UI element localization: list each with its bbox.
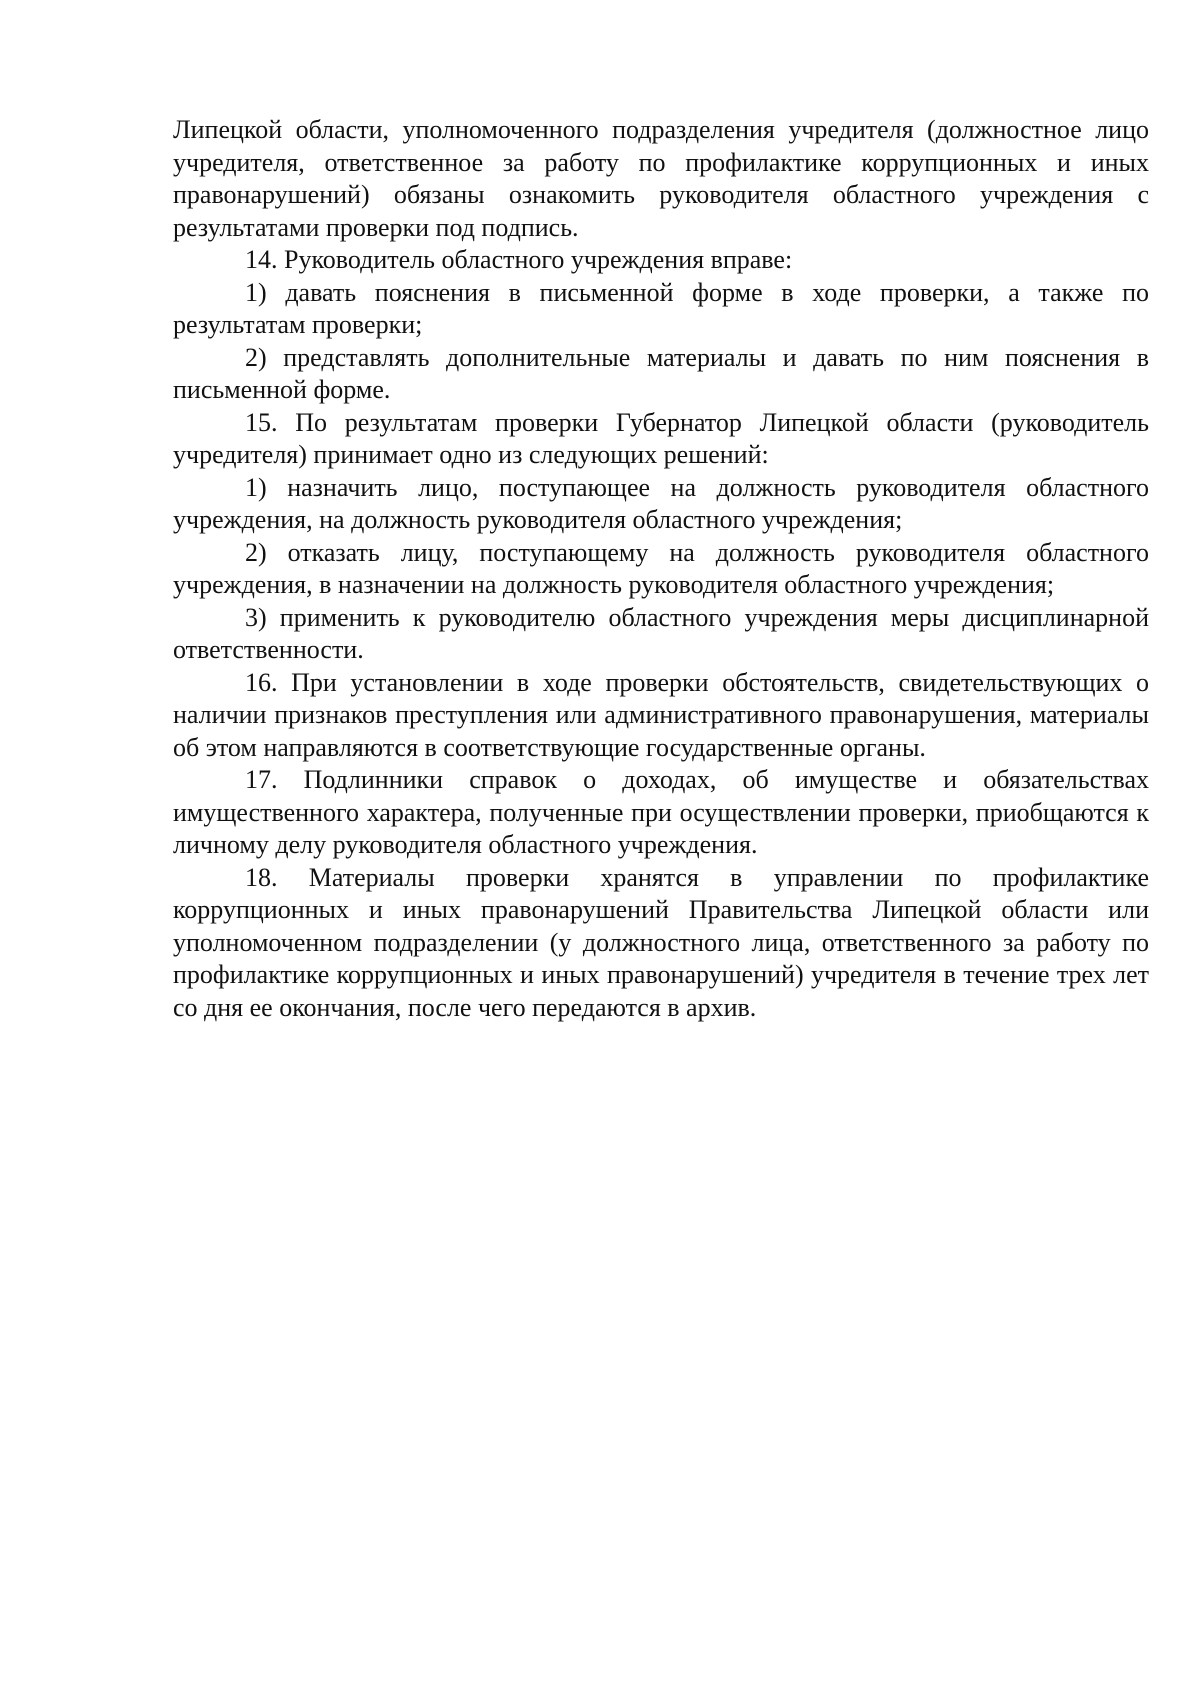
- paragraph-16: 16. При установлении в ходе проверки обстоятельств, свидетельствующих о наличии признаков преступления или административного правонарушения, материалы об этом направляются в соответствующие государственные органы.: [173, 667, 1149, 762]
- paragraph-15: 15. По результатам проверки Губернатор Липецкой области (руководитель учредителя) принимает одно из следующих решений:: [173, 407, 1149, 469]
- paragraph-14: 14. Руководитель областного учреждения вправе:: [245, 245, 793, 274]
- paragraph-17: 17. Подлинники справок о доходах, об имуществе и обязательствах имущественного характера, полученные при осуществлении проверки, приобщаются к личному делу руководителя областного учреждения.: [173, 765, 1149, 859]
- paragraph-continuation: Липецкой области, уполномоченного подразделения учредителя (должностное лицо учредителя, ответственное за работу по профилактике коррупционных и иных правонарушений) обязаны ознакомить руководителя областного учреждения с результатами проверки под подпись.: [173, 115, 1149, 242]
- paragraph-14-item-2: 2) представлять дополнительные материалы и давать по ним пояснения в письменной форме.: [173, 342, 1149, 404]
- paragraph-15-item-1: 1) назначить лицо, поступающее на должность руководителя областного учреждения, на должность руководителя областного учреждения;: [173, 472, 1149, 534]
- paragraph-15-item-3: 3) применить к руководителю областного учреждения меры дисциплинарной ответственности.: [173, 602, 1149, 664]
- paragraph-15-item-2: 2) отказать лицу, поступающему на должность руководителя областного учреждения, в назначении на должность руководителя областного учреждения;: [173, 537, 1149, 599]
- document-page: [173, 114, 1149, 1024]
- paragraph-18: 18. Материалы проверки хранятся в управлении по профилактике коррупционных и иных правонарушений Правительства Липецкой области или уполномоченном подразделении (у должностного лица, ответственного за работу по профилактике коррупционных и иных правонарушений) учредителя в течение трех лет со дня ее окончания, после чего передаются в архив.: [173, 862, 1149, 1022]
- paragraph-14-item-1: 1) давать пояснения в письменной форме в ходе проверки, а также по результатам проверки;: [173, 277, 1149, 339]
